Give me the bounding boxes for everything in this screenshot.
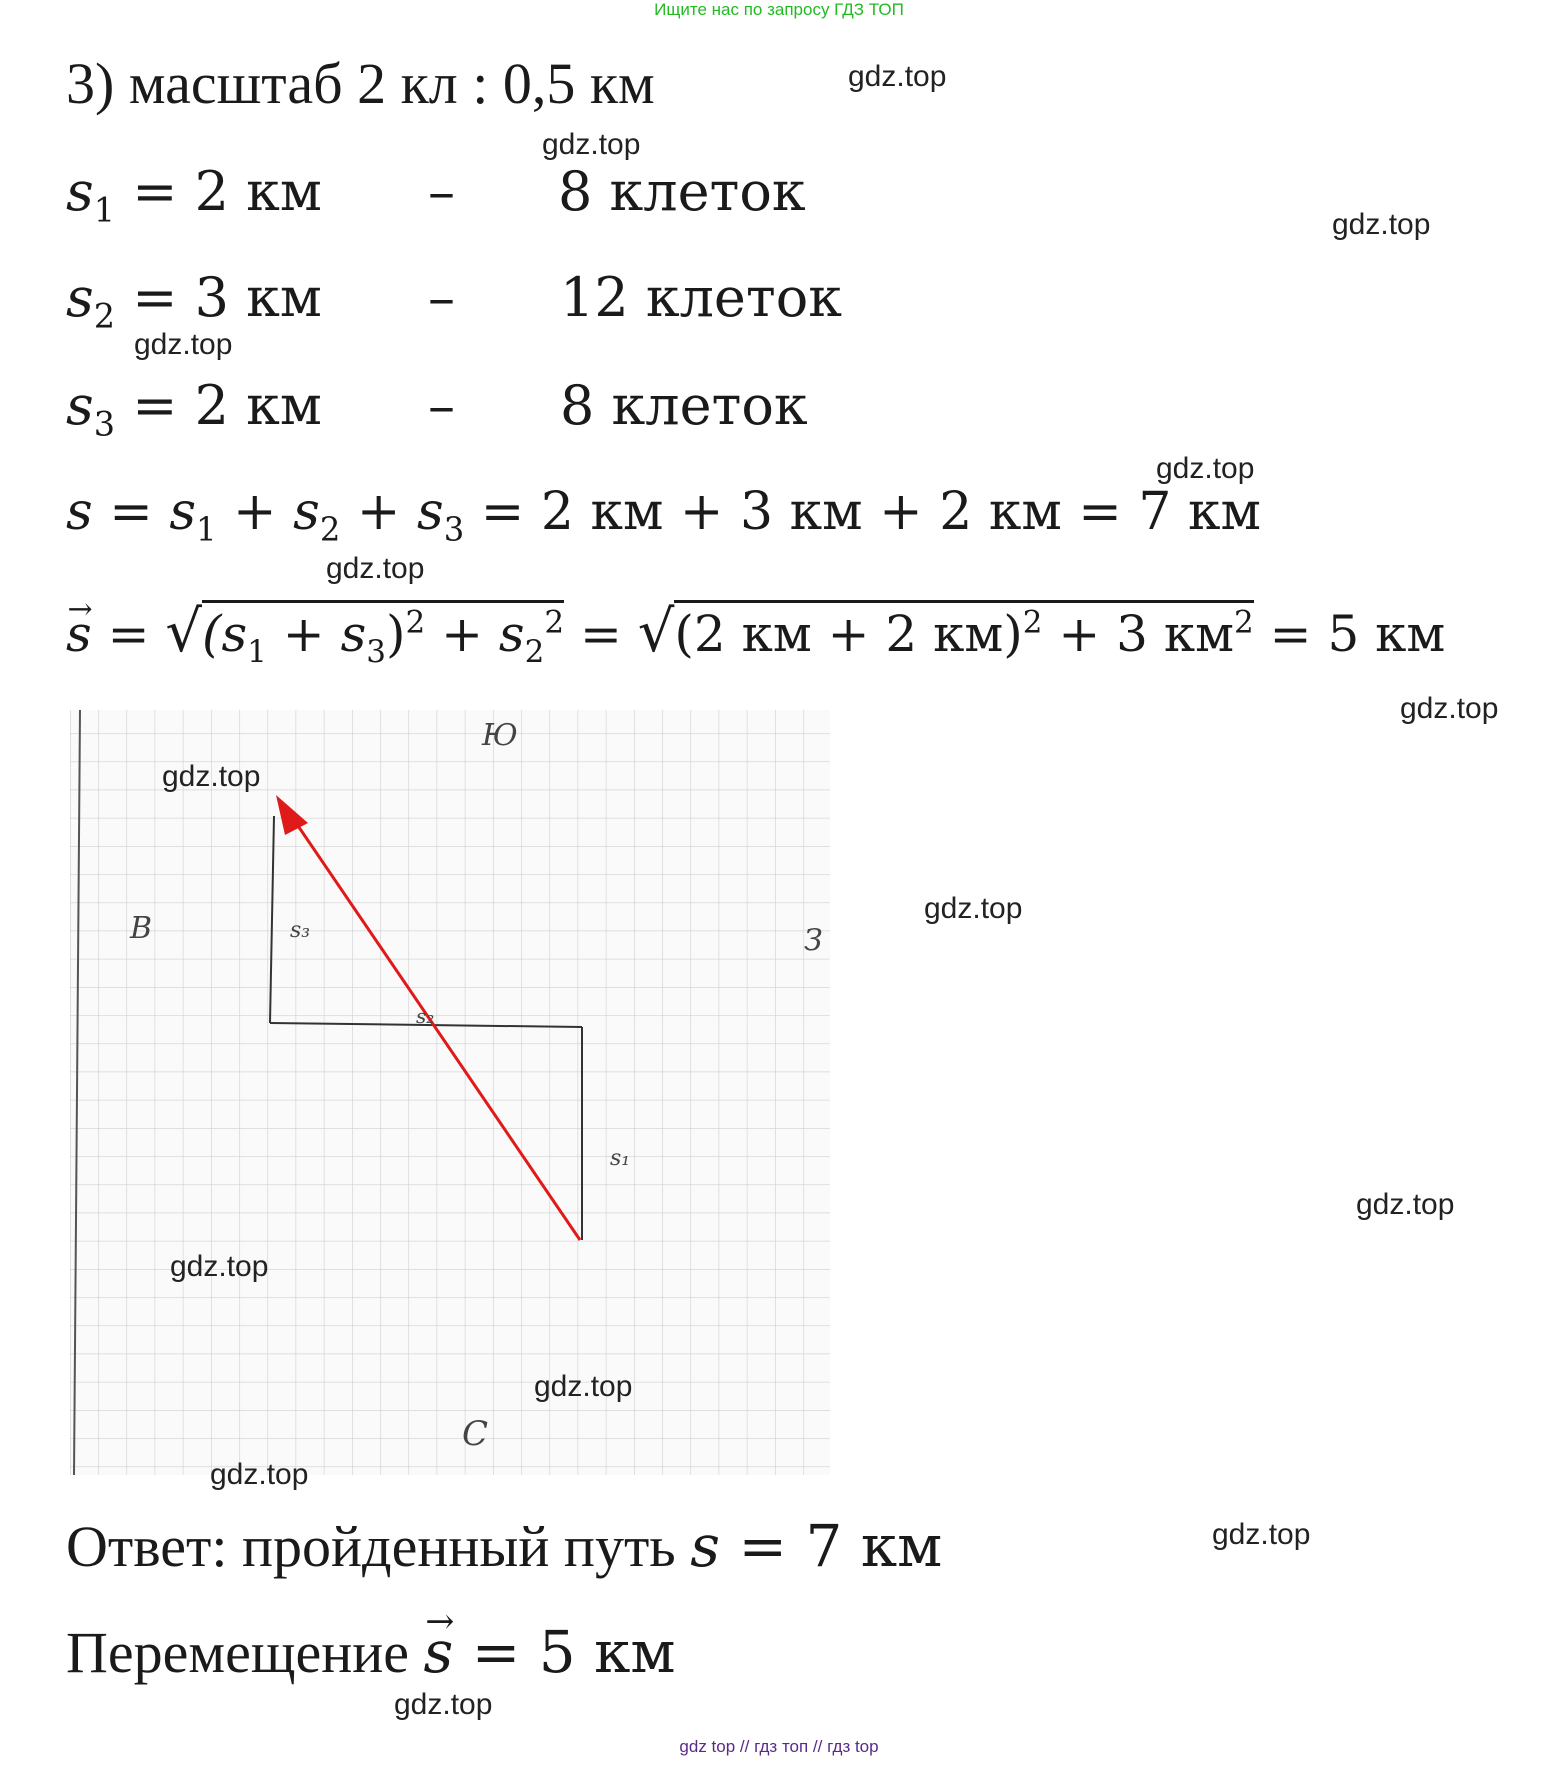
label-s1: s₁ — [610, 1146, 631, 1171]
watermark: gdz.top — [848, 60, 947, 93]
label-west: В — [130, 911, 153, 946]
watermark: gdz.top — [1332, 208, 1431, 241]
radicand-2 — [674, 600, 1253, 663]
answer-path-var: s — [690, 1512, 721, 1580]
watermark: gdz.top — [394, 1688, 493, 1721]
rad2-a: (2 км + 2 км) — [674, 605, 1023, 663]
sqrt-sign: √ — [165, 598, 202, 665]
row-var: s — [66, 374, 94, 437]
watermark: gdz.top — [170, 1250, 269, 1283]
eq-sign: = — [91, 605, 166, 663]
watermark: gdz.top — [534, 1370, 633, 1403]
row-dash: – — [428, 160, 455, 223]
watermark: gdz.top — [1212, 1518, 1311, 1551]
sum-prefix: s = s — [66, 482, 196, 542]
row-sub: 3 — [93, 404, 116, 444]
answer-path-value: = 7 км — [720, 1512, 943, 1580]
row-dash: – — [428, 374, 455, 437]
sum-rest: = 2 км + 3 км + 2 км = 7 км — [464, 482, 1261, 542]
row-cells: 12 клеток — [560, 266, 843, 329]
label-east: З — [804, 923, 823, 958]
label-south: С — [462, 1414, 489, 1454]
answer-disp-prefix: Перемещение — [66, 1620, 424, 1685]
label-s3: s₃ — [290, 918, 311, 943]
rad-mid: + s — [266, 605, 367, 663]
rad-sub-3: 3 — [366, 633, 386, 670]
sum-plus-s: + s — [216, 482, 320, 542]
exp: 2 — [405, 604, 426, 641]
answer-disp-var: → s — [424, 1618, 454, 1686]
row-s3 — [66, 374, 322, 444]
sum-sub-2: 2 — [319, 510, 341, 549]
radicand-1 — [202, 600, 565, 670]
grid-lines — [70, 710, 830, 1475]
graph-paper-diagram — [70, 705, 830, 1475]
exp: 2 — [1234, 604, 1254, 641]
top-banner: Ищите нас по запросу ГДЗ ТОП — [654, 0, 904, 19]
watermark: gdz.top — [924, 892, 1023, 925]
answer-path — [66, 1512, 942, 1580]
result: = 5 км — [1253, 605, 1446, 663]
row-var: s — [66, 266, 94, 329]
answer-displacement — [66, 1618, 676, 1686]
row-s2 — [66, 266, 322, 336]
eq-sign-2: = — [564, 605, 638, 663]
rad-close: ) — [385, 605, 406, 663]
row-var: s — [66, 160, 94, 223]
watermark: gdz.top — [1400, 692, 1499, 725]
row-cells: 8 клеток — [558, 160, 806, 223]
rad-plus: + s — [425, 605, 525, 663]
row-sub: 1 — [93, 190, 116, 230]
sum-sub-3: 3 — [443, 510, 465, 549]
watermark: gdz.top — [210, 1458, 309, 1491]
watermark: gdz.top — [134, 328, 233, 361]
watermark: gdz.top — [1156, 452, 1255, 485]
exp: 2 — [1022, 604, 1043, 641]
rad-sub-2: 2 — [524, 633, 545, 670]
row-value: = 2 км — [132, 374, 322, 437]
rad-sub-1: 1 — [247, 633, 267, 670]
sum-plus-s-b: + s — [340, 482, 444, 542]
diagram-svg — [70, 705, 830, 1475]
sqrt-sign-2: √ — [637, 598, 675, 665]
answer-path-prefix: Ответ: пройденный путь — [66, 1514, 691, 1579]
row-s1 — [66, 160, 322, 230]
path-sum-formula — [66, 482, 1261, 548]
vector-s: → s — [66, 605, 92, 663]
watermark: gdz.top — [162, 760, 261, 793]
watermark: gdz.top — [1356, 1188, 1455, 1221]
sum-sub-1: 1 — [196, 510, 217, 549]
footer-links: gdz top // гдз топ // гдз top — [679, 1737, 879, 1756]
row-cells: 8 клеток — [560, 374, 808, 437]
exp: 2 — [544, 604, 565, 641]
row-value: = 3 км — [132, 266, 322, 329]
scale-title: 3) масштаб 2 кл : 0,5 км — [66, 51, 655, 116]
row-sub: 2 — [93, 296, 116, 336]
row-value: = 2 км — [132, 160, 322, 223]
row-dash: – — [428, 266, 455, 329]
watermark: gdz.top — [326, 552, 425, 585]
rad-open: (s — [202, 605, 248, 663]
rad2-b: + 3 км — [1042, 605, 1235, 663]
watermark: gdz.top — [542, 128, 641, 161]
label-s2: s₂ — [416, 1004, 435, 1028]
label-north: Ю — [482, 718, 518, 753]
displacement-formula — [66, 598, 1445, 670]
answer-disp-value: = 5 км — [453, 1618, 676, 1686]
